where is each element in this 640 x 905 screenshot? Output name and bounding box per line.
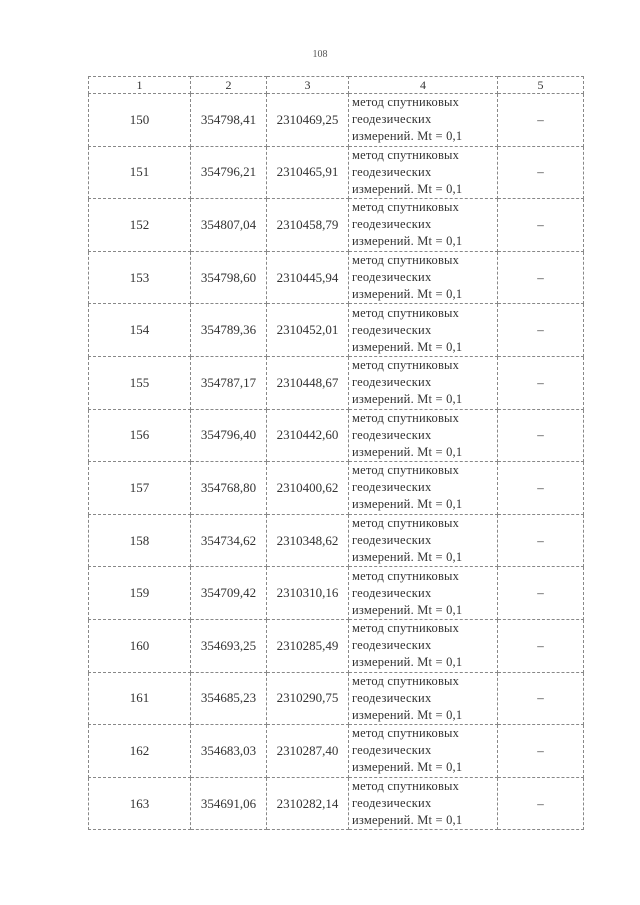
table-row — [89, 777, 584, 830]
y-coordinate-cell: 2310310,16 — [267, 567, 349, 620]
method-line: геодезических — [352, 585, 432, 600]
method-cell — [349, 251, 498, 304]
method-cell — [349, 304, 498, 357]
table-row — [89, 567, 584, 620]
y-coordinate-cell: 2310452,01 — [267, 304, 349, 357]
x-coordinate-cell: 354796,21 — [191, 146, 267, 199]
point-number-cell: 153 — [89, 251, 191, 304]
column-header: 4 — [349, 77, 498, 94]
column-header: 2 — [191, 77, 267, 94]
method-line: геодезических — [352, 690, 432, 705]
point-number-cell: 154 — [89, 304, 191, 357]
method-line: метод спутниковых — [352, 253, 460, 268]
table-row — [89, 462, 584, 515]
table-row — [89, 251, 584, 304]
method-line: геодезических — [352, 638, 432, 653]
table-row — [89, 619, 584, 672]
point-number-cell: 161 — [89, 672, 191, 725]
method-line: геодезических — [352, 427, 432, 442]
y-coordinate-cell: 2310282,14 — [267, 777, 349, 830]
method-line: метод спутниковых — [352, 147, 460, 162]
table-header-row — [89, 77, 584, 94]
method-line: метод спутниковых — [352, 305, 460, 320]
note-cell: – — [498, 619, 584, 672]
method-line: измерений. Mt = 0,1 — [352, 707, 463, 722]
method-line: геодезических — [352, 164, 432, 179]
note-cell: – — [498, 146, 584, 199]
method-line: измерений. Mt = 0,1 — [352, 550, 463, 565]
point-number-cell: 162 — [89, 725, 191, 778]
point-number-cell: 155 — [89, 356, 191, 409]
method-line: измерений. Mt = 0,1 — [352, 392, 463, 407]
y-coordinate-cell: 2310448,67 — [267, 356, 349, 409]
table-row — [89, 356, 584, 409]
method-cell — [349, 94, 498, 147]
method-line: измерений. Mt = 0,1 — [352, 339, 463, 354]
x-coordinate-cell: 354685,23 — [191, 672, 267, 725]
method-line: геодезических — [352, 743, 432, 758]
note-cell: – — [498, 304, 584, 357]
note-cell: – — [498, 199, 584, 252]
method-line: метод спутниковых — [352, 779, 460, 794]
method-line: метод спутниковых — [352, 568, 460, 583]
note-cell: – — [498, 251, 584, 304]
method-line: метод спутниковых — [352, 200, 460, 215]
page-number: 108 — [312, 49, 328, 60]
method-cell — [349, 619, 498, 672]
table-row — [89, 725, 584, 778]
method-line: геодезических — [352, 217, 432, 232]
method-line: геодезических — [352, 112, 432, 127]
method-line: метод спутниковых — [352, 516, 460, 531]
x-coordinate-cell: 354734,62 — [191, 514, 267, 567]
y-coordinate-cell: 2310469,25 — [267, 94, 349, 147]
y-coordinate-cell: 2310287,40 — [267, 725, 349, 778]
method-cell — [349, 462, 498, 515]
y-coordinate-cell: 2310465,91 — [267, 146, 349, 199]
x-coordinate-cell: 354807,04 — [191, 199, 267, 252]
x-coordinate-cell: 354691,06 — [191, 777, 267, 830]
column-header: 5 — [498, 77, 584, 94]
point-number-cell: 163 — [89, 777, 191, 830]
x-coordinate-cell: 354798,60 — [191, 251, 267, 304]
point-number-cell: 156 — [89, 409, 191, 462]
table-row — [89, 94, 584, 147]
note-cell: – — [498, 356, 584, 409]
method-line: геодезических — [352, 270, 432, 285]
method-line: геодезических — [352, 480, 432, 495]
x-coordinate-cell: 354798,41 — [191, 94, 267, 147]
method-line: измерений. Mt = 0,1 — [352, 181, 463, 196]
method-cell — [349, 514, 498, 567]
x-coordinate-cell: 354796,40 — [191, 409, 267, 462]
note-cell: – — [498, 462, 584, 515]
method-line: метод спутниковых — [352, 410, 460, 425]
x-coordinate-cell: 354693,25 — [191, 619, 267, 672]
method-line: метод спутниковых — [352, 726, 460, 741]
method-line: измерений. Mt = 0,1 — [352, 655, 463, 670]
method-line: геодезических — [352, 533, 432, 548]
y-coordinate-cell: 2310285,49 — [267, 619, 349, 672]
method-cell — [349, 777, 498, 830]
table-row — [89, 672, 584, 725]
note-cell: – — [498, 94, 584, 147]
method-line: измерений. Mt = 0,1 — [352, 813, 463, 828]
point-number-cell: 158 — [89, 514, 191, 567]
point-number-cell: 157 — [89, 462, 191, 515]
column-header: 1 — [89, 77, 191, 94]
table-row — [89, 409, 584, 462]
note-cell: – — [498, 567, 584, 620]
note-cell: – — [498, 725, 584, 778]
method-cell — [349, 356, 498, 409]
method-cell — [349, 567, 498, 620]
note-cell: – — [498, 672, 584, 725]
method-line: измерений. Mt = 0,1 — [352, 287, 463, 302]
x-coordinate-cell: 354768,80 — [191, 462, 267, 515]
y-coordinate-cell: 2310348,62 — [267, 514, 349, 567]
point-number-cell: 159 — [89, 567, 191, 620]
note-cell: – — [498, 409, 584, 462]
coordinates-table — [88, 76, 584, 830]
method-line: измерений. Mt = 0,1 — [352, 444, 463, 459]
x-coordinate-cell: 354683,03 — [191, 725, 267, 778]
method-line: метод спутниковых — [352, 621, 460, 636]
table-row — [89, 199, 584, 252]
table-row — [89, 146, 584, 199]
method-line: измерений. Mt = 0,1 — [352, 129, 463, 144]
point-number-cell: 150 — [89, 94, 191, 147]
method-cell — [349, 725, 498, 778]
point-number-cell: 160 — [89, 619, 191, 672]
note-cell: – — [498, 777, 584, 830]
method-line: геодезических — [352, 796, 432, 811]
method-cell — [349, 409, 498, 462]
method-line: метод спутниковых — [352, 463, 460, 478]
table-row — [89, 514, 584, 567]
method-line: измерений. Mt = 0,1 — [352, 497, 463, 512]
method-cell — [349, 146, 498, 199]
y-coordinate-cell: 2310290,75 — [267, 672, 349, 725]
column-header: 3 — [267, 77, 349, 94]
method-line: геодезических — [352, 322, 432, 337]
method-cell — [349, 672, 498, 725]
x-coordinate-cell: 354709,42 — [191, 567, 267, 620]
x-coordinate-cell: 354789,36 — [191, 304, 267, 357]
method-line: измерений. Mt = 0,1 — [352, 602, 463, 617]
table-row — [89, 304, 584, 357]
method-cell — [349, 199, 498, 252]
y-coordinate-cell: 2310400,62 — [267, 462, 349, 515]
method-line: метод спутниковых — [352, 673, 460, 688]
y-coordinate-cell: 2310445,94 — [267, 251, 349, 304]
point-number-cell: 152 — [89, 199, 191, 252]
note-cell: – — [498, 514, 584, 567]
method-line: метод спутниковых — [352, 95, 460, 110]
method-line: геодезических — [352, 375, 432, 390]
y-coordinate-cell: 2310458,79 — [267, 199, 349, 252]
method-line: измерений. Mt = 0,1 — [352, 234, 463, 249]
method-line: метод спутниковых — [352, 358, 460, 373]
x-coordinate-cell: 354787,17 — [191, 356, 267, 409]
y-coordinate-cell: 2310442,60 — [267, 409, 349, 462]
point-number-cell: 151 — [89, 146, 191, 199]
method-line: измерений. Mt = 0,1 — [352, 760, 463, 775]
